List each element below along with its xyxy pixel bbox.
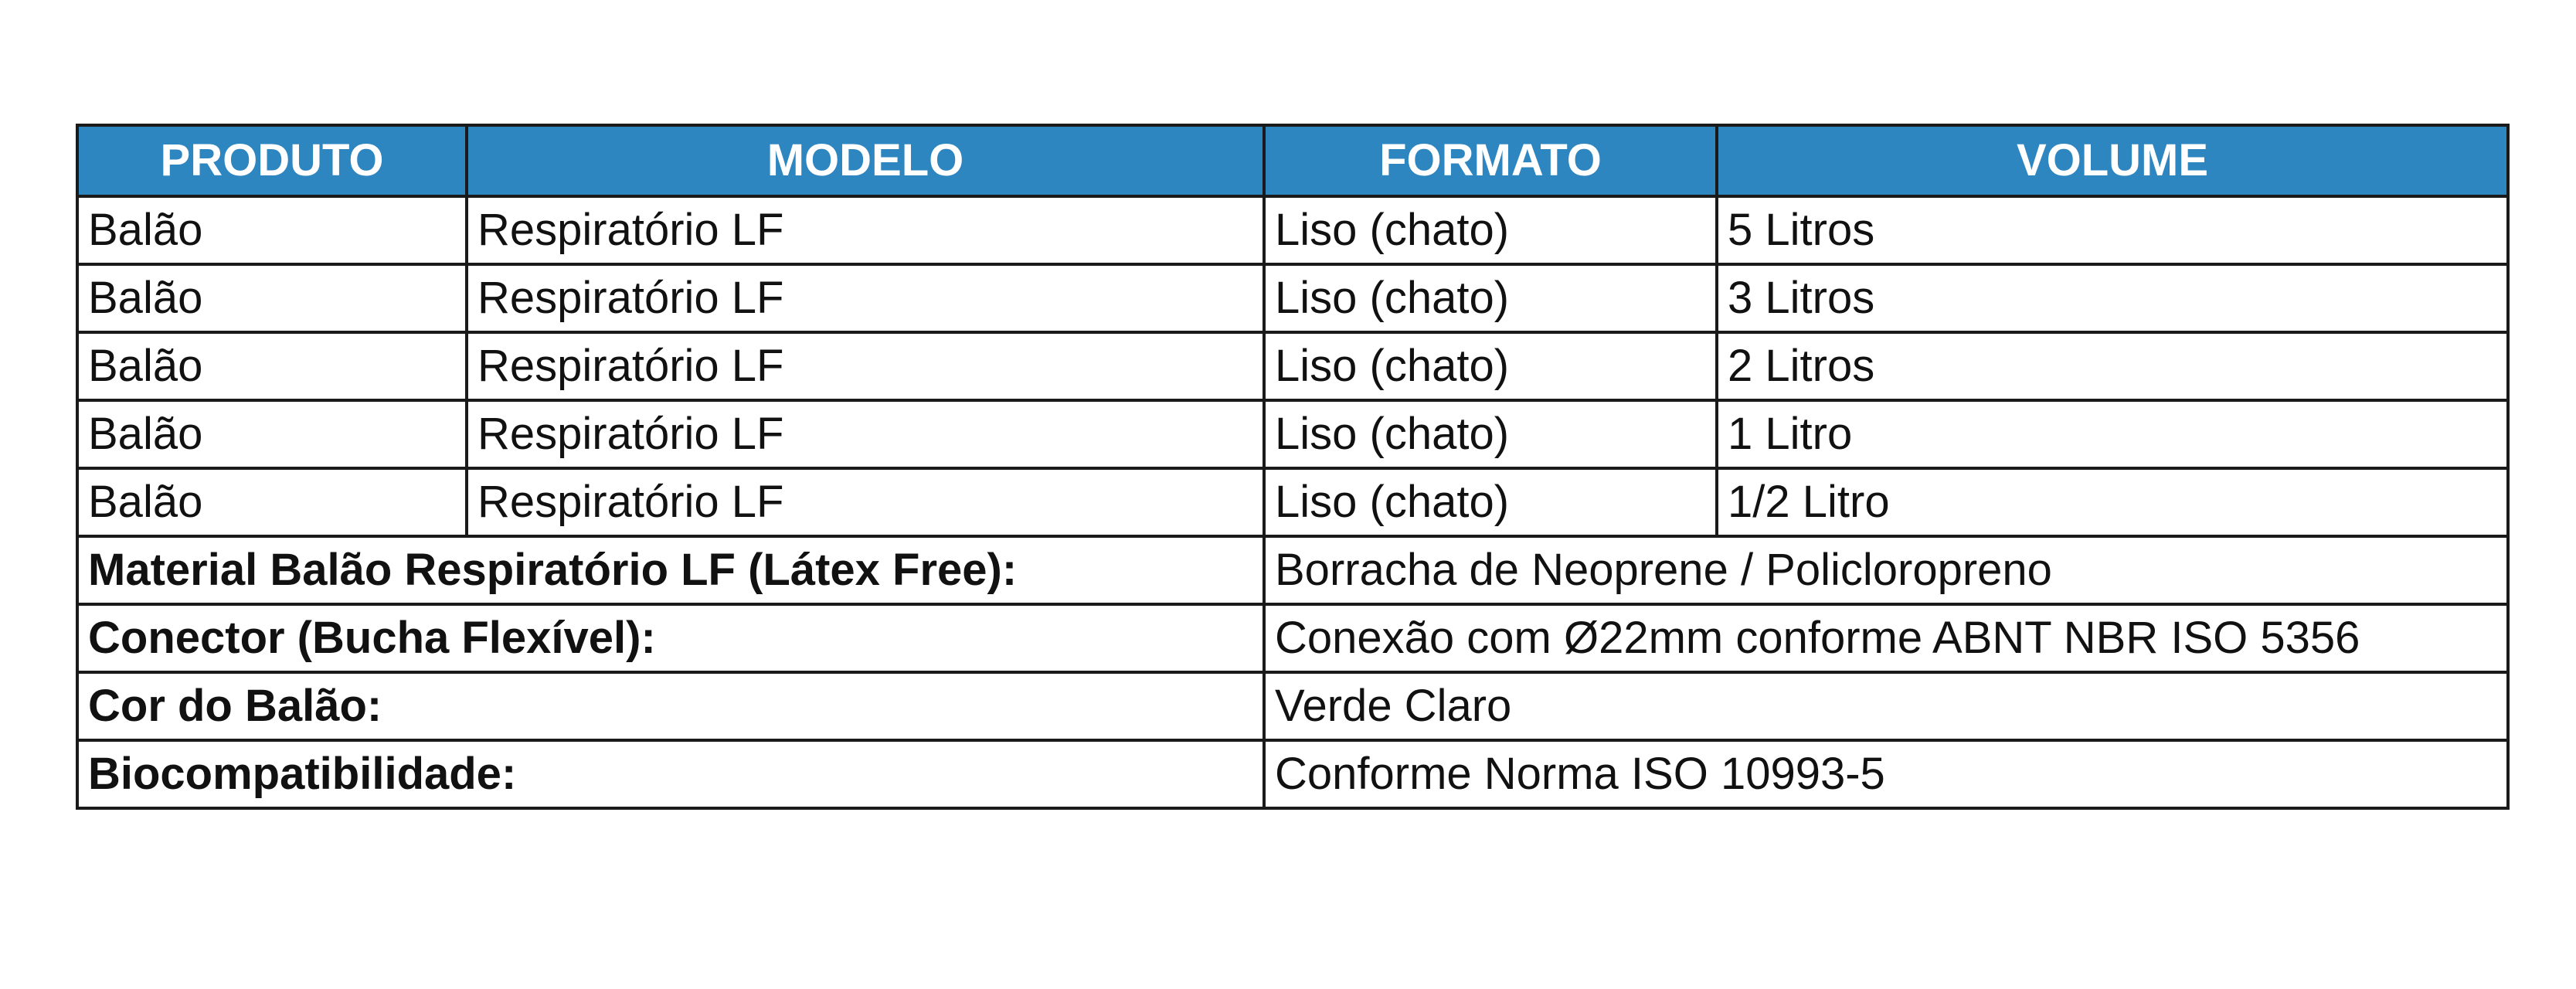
spec-row-material — [77, 536, 2508, 604]
header-formato: FORMATO — [1264, 125, 1717, 196]
cell-produto: Balão — [77, 196, 467, 264]
cell-modelo: Respiratório LF — [467, 332, 1264, 400]
spec-value-material: Borracha de Neoprene / Policloropreno — [1264, 536, 2508, 604]
cell-formato: Liso (chato) — [1264, 196, 1717, 264]
header-volume: VOLUME — [1717, 125, 2508, 196]
cell-produto: Balão — [77, 264, 467, 332]
header-row — [77, 125, 2508, 196]
cell-produto: Balão — [77, 468, 467, 536]
product-spec-table — [76, 124, 2510, 810]
spec-label-conector: Conector (Bucha Flexível): — [77, 604, 1264, 672]
spec-label-cor: Cor do Balão: — [77, 672, 1264, 740]
cell-volume: 2 Litros — [1717, 332, 2508, 400]
cell-modelo: Respiratório LF — [467, 264, 1264, 332]
cell-modelo: Respiratório LF — [467, 468, 1264, 536]
spec-value-cor: Verde Claro — [1264, 672, 2508, 740]
cell-volume: 5 Litros — [1717, 196, 2508, 264]
cell-modelo: Respiratório LF — [467, 400, 1264, 468]
spec-label-material: Material Balão Respiratório LF (Látex Free): — [77, 536, 1264, 604]
table-row — [77, 332, 2508, 400]
table-row — [77, 468, 2508, 536]
cell-volume: 1/2 Litro — [1717, 468, 2508, 536]
header-produto: PRODUTO — [77, 125, 467, 196]
cell-formato: Liso (chato) — [1264, 264, 1717, 332]
spec-row-biocompatibilidade — [77, 740, 2508, 808]
table-row — [77, 400, 2508, 468]
cell-formato: Liso (chato) — [1264, 468, 1717, 536]
cell-formato: Liso (chato) — [1264, 332, 1717, 400]
spec-label-biocompatibilidade: Biocompatibilidade: — [77, 740, 1264, 808]
spec-row-cor — [77, 672, 2508, 740]
table-row — [77, 264, 2508, 332]
spec-value-conector: Conexão com Ø22mm conforme ABNT NBR ISO 5356 — [1264, 604, 2508, 672]
cell-produto: Balão — [77, 400, 467, 468]
cell-volume: 3 Litros — [1717, 264, 2508, 332]
cell-produto: Balão — [77, 332, 467, 400]
table-row — [77, 196, 2508, 264]
spec-row-conector — [77, 604, 2508, 672]
cell-modelo: Respiratório LF — [467, 196, 1264, 264]
spec-value-biocompatibilidade: Conforme Norma ISO 10993-5 — [1264, 740, 2508, 808]
header-modelo: MODELO — [467, 125, 1264, 196]
cell-formato: Liso (chato) — [1264, 400, 1717, 468]
cell-volume: 1 Litro — [1717, 400, 2508, 468]
